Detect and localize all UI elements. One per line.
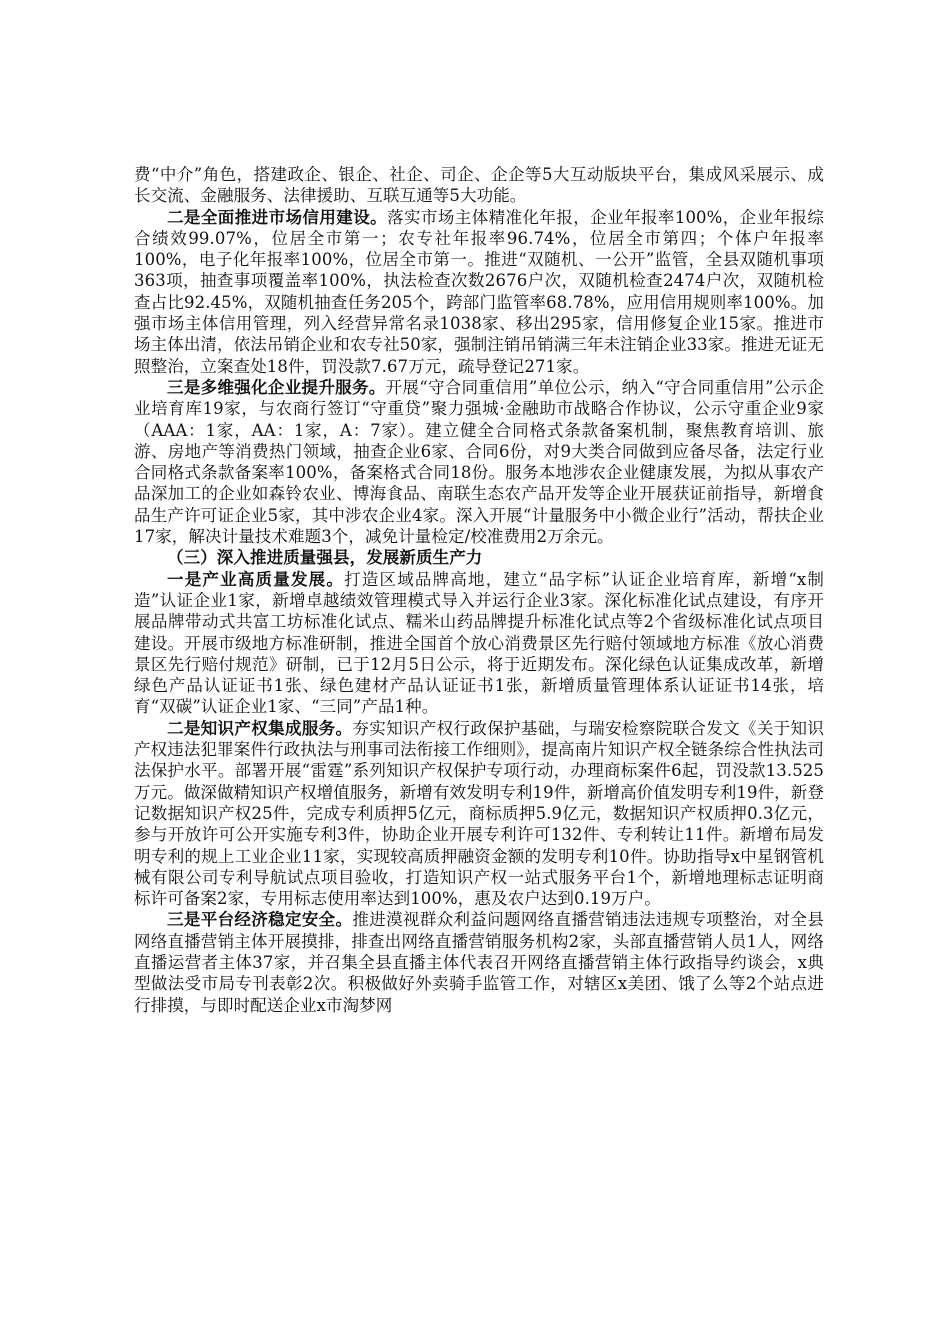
paragraph-text: 开展“守合同重信用”单位公示，纳入“守合同重信用”公示企业培育库19家，与农商行签订“守重贷”聚力强城·金融助市战略合作协议，公示守重企业9家（AAA：1家，AA：1家，A：7家）。建立健全合同格式条款备案机制，聚焦教育培训、旅游、房地产等消费热门领域，抽查企业6家、合同6份，对9大类合同做到应备尽备，法定行业合同格式条款备案率100%，备案格式合同18份。服务本地涉农企业健康发展，为拟从事农产品深加工的企业如森铃农业、博海食品、南联生态农产品开发等企业开展获证前指导，新增食品生产许可证企业5家，其中涉农企业4家。深入开展“计量服务中小微企业行”活动，帮扶企业17家，解决计量技术难题3个，减免计量检定/校准费用2万余元。 xyxy=(134,377,824,547)
paragraph-market-credit xyxy=(134,207,824,377)
paragraph-enterprise-service xyxy=(134,377,824,547)
document-page xyxy=(134,164,824,1016)
paragraph-ip-service xyxy=(134,718,824,910)
paragraph-intro xyxy=(134,164,824,207)
section-heading: （三）深入推进质量强县，发展新质生产力 xyxy=(167,548,483,568)
paragraph-industry-quality xyxy=(134,569,824,718)
paragraph-text: 费“中介”角色，搭建政企、银企、社企、司企、企企等5大互动版块平台，集成风采展示、成长交流、金融服务、法律援助、互联互通等5大功能。 xyxy=(134,165,824,206)
paragraph-lead: 二是知识产权集成服务。 xyxy=(167,718,353,738)
paragraph-lead: 一是产业高质量发展。 xyxy=(167,569,345,589)
paragraph-platform-economy xyxy=(134,909,824,1015)
paragraph-lead: 二是全面推进市场信用建设。 xyxy=(167,207,388,227)
paragraph-text: 落实市场主体精准化年报，企业年报率100%，企业年报综合绩效99.07%，位居全市第一；农专社年报率96.74%，位居全市第四；个体户年报率100%，电子化年报率100%，位居全市第一。推进“双随机、一公开”监管，全县双随机事项363项，抽查事项覆盖率100%，执法检查次数2676户次，双随机检查2474户次，双随机检查占比92.45%，双随机抽查任务205个，跨部门监管率68.78%，应用信用规则率100%。加强市场主体信用管理，列入经营异常名录1038家、移出295家，信用修复企业15家。推进市场主体出清，依法吊销企业和农专社50家，强制注销吊销满三年未注销企业33家。推进无证无照整治，立案查处18件，罚没款7.67万元，疏导登记271家。 xyxy=(134,207,824,376)
paragraph-text: 打造区域品牌高地，建立“品字标”认证企业培育库，新增“x制造”认证企业1家，新增卓越绩效管理模式导入并运行企业3家。深化标准化试点建设，有序开展品牌带动式共富工坊标准化试点、糯米山药品牌提升标准化试点等2个省级标准化试点项目建设。开展市级地方标准研制，推进全国首个放心消费景区先行赔付领域地方标准《放心消费景区先行赔付规范》研制，已于12月5日公示，将于近期发布。深化绿色认证集成改革，新增绿色产品认证证书1张、绿色建材产品认证证书1张，新增质量管理体系认证证书14张，培育“双碳”认证企业1家、“三同”产品1种。 xyxy=(134,569,824,717)
paragraph-text: 推进漠视群众利益问题网络直播营销违法违规专项整治，对全县网络直播营销主体开展摸排，排查出网络直播营销服务机构2家，头部直播营销人员1人，网络直播运营者主体37家，并召集全县直播主体代表召开网络直播营销主体行政指导约谈会，x典型做法受市局专刊表彰2次。积极做好外卖骑手监管工作，对辖区x美团、饿了么等2个站点进行排摸，与即时配送企业x市淘梦网 xyxy=(134,910,824,1015)
paragraph-lead: 三是平台经济稳定安全。 xyxy=(167,910,353,930)
paragraph-lead: 三是多维强化企业提升服务。 xyxy=(167,377,386,397)
paragraph-text: 夯实知识产权行政保护基础，与瑞安检察院联合发文《关于知识产权违法犯罪案件行政执法与刑事司法衔接工作细则》，提高南片知识产权全链条综合性执法司法保护水平。部署开展“雷霆”系列知识产权保护专项行动，办理商标案件6起，罚没款13.525万元。做深做精知识产权增值服务，新增有效发明专利19件，新增高价值发明专利19件，新登记数据知识产权25件，完成专利质押5亿元，商标质押5.9亿元，数据知识产权质押0.3亿元，参与开放许可公开实施专利3件，协助企业开展专利许可132件、专利转让11件。新增布局发明专利的规上工业企业11家，实现较高质押融资金额的发明专利10件。协助指导x中星钢管机械有限公司专利导航试点项目验收，打造知识产权一站式服务平台1个，新增地理标志证明商标许可备案2家，专用标志使用率达到100%，惠及农户达到0.19万户。 xyxy=(134,718,824,909)
